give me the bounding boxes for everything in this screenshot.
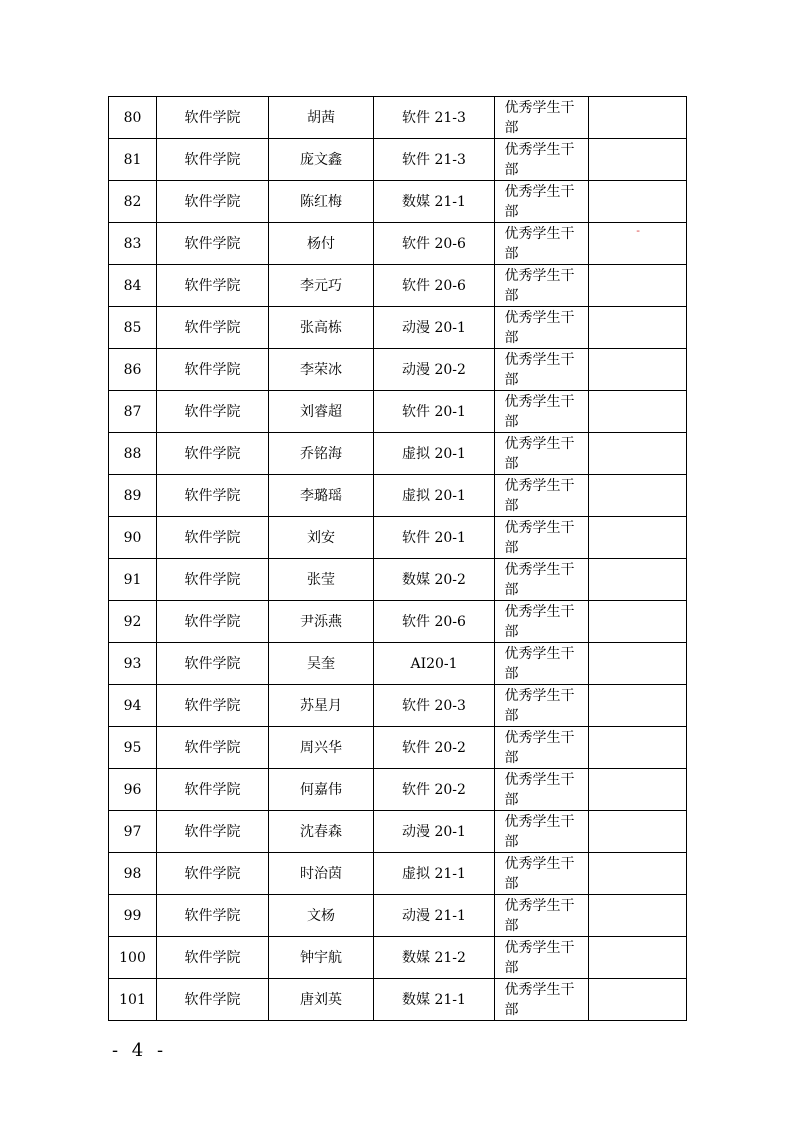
cell-class: 软件 21-3 bbox=[374, 139, 495, 181]
table-row bbox=[109, 853, 687, 895]
cell-student-name: 文杨 bbox=[269, 895, 374, 937]
cell-number: 94 bbox=[109, 685, 157, 727]
cell-class: 软件 20-6 bbox=[374, 223, 495, 265]
cell-number: 90 bbox=[109, 517, 157, 559]
cell-student-name: 乔铭海 bbox=[269, 433, 374, 475]
cell-class: 动漫 20-1 bbox=[374, 811, 495, 853]
cell-college: 软件学院 bbox=[157, 643, 269, 685]
cell-remark bbox=[589, 769, 687, 811]
award-text: 优秀学生干部 bbox=[504, 99, 575, 136]
cell-student-name: 刘安 bbox=[269, 517, 374, 559]
table-row bbox=[109, 181, 687, 223]
cell-number: 99 bbox=[109, 895, 157, 937]
cell-number: 97 bbox=[109, 811, 157, 853]
cell-number: 86 bbox=[109, 349, 157, 391]
cell-remark bbox=[589, 391, 687, 433]
cell-class: 虚拟 21-1 bbox=[374, 853, 495, 895]
cell-student-name: 杨付 bbox=[269, 223, 374, 265]
award-text: 优秀学生干部 bbox=[504, 687, 575, 724]
award-text: 优秀学生干部 bbox=[504, 603, 575, 640]
table-row bbox=[109, 643, 687, 685]
cell-college: 软件学院 bbox=[157, 979, 269, 1021]
cell-number: 95 bbox=[109, 727, 157, 769]
table-row bbox=[109, 349, 687, 391]
award-text: 优秀学生干部 bbox=[504, 561, 575, 598]
award-text: 优秀学生干部 bbox=[504, 645, 575, 682]
table-row bbox=[109, 895, 687, 937]
cell-class: 软件 20-1 bbox=[374, 517, 495, 559]
cell-award bbox=[495, 181, 589, 223]
cell-class: 动漫 21-1 bbox=[374, 895, 495, 937]
cell-class: 数媒 21-1 bbox=[374, 979, 495, 1021]
cell-remark bbox=[589, 559, 687, 601]
cell-class: 软件 20-2 bbox=[374, 769, 495, 811]
cell-college: 软件学院 bbox=[157, 475, 269, 517]
cell-student-name: 唐刘英 bbox=[269, 979, 374, 1021]
cell-student-name: 尹泺燕 bbox=[269, 601, 374, 643]
cell-remark bbox=[589, 223, 687, 265]
cell-student-name: 时治茵 bbox=[269, 853, 374, 895]
cell-class: 软件 20-6 bbox=[374, 601, 495, 643]
cell-class: 软件 20-6 bbox=[374, 265, 495, 307]
cell-award bbox=[495, 223, 589, 265]
cell-college: 软件学院 bbox=[157, 727, 269, 769]
cell-class: 动漫 20-1 bbox=[374, 307, 495, 349]
cell-award bbox=[495, 937, 589, 979]
cell-college: 软件学院 bbox=[157, 853, 269, 895]
cell-remark bbox=[589, 601, 687, 643]
cell-remark bbox=[589, 895, 687, 937]
cell-class: 软件 20-1 bbox=[374, 391, 495, 433]
cell-student-name: 张高栋 bbox=[269, 307, 374, 349]
cell-remark bbox=[589, 181, 687, 223]
cell-award bbox=[495, 601, 589, 643]
cell-student-name: 周兴华 bbox=[269, 727, 374, 769]
cell-remark bbox=[589, 643, 687, 685]
table-row bbox=[109, 685, 687, 727]
cell-college: 软件学院 bbox=[157, 97, 269, 139]
cell-college: 软件学院 bbox=[157, 517, 269, 559]
table-row bbox=[109, 307, 687, 349]
cell-award bbox=[495, 727, 589, 769]
table-row bbox=[109, 979, 687, 1021]
cell-college: 软件学院 bbox=[157, 895, 269, 937]
cell-award bbox=[495, 685, 589, 727]
award-list-table bbox=[108, 96, 687, 1021]
cell-class: AI20-1 bbox=[374, 643, 495, 685]
cell-remark bbox=[589, 517, 687, 559]
award-text: 优秀学生干部 bbox=[504, 855, 575, 892]
cell-number: 92 bbox=[109, 601, 157, 643]
cell-college: 软件学院 bbox=[157, 349, 269, 391]
cell-number: 89 bbox=[109, 475, 157, 517]
cell-award bbox=[495, 769, 589, 811]
cell-class: 虚拟 20-1 bbox=[374, 433, 495, 475]
cell-number: 87 bbox=[109, 391, 157, 433]
cell-student-name: 李元巧 bbox=[269, 265, 374, 307]
cell-award bbox=[495, 139, 589, 181]
cell-class: 数媒 21-2 bbox=[374, 937, 495, 979]
award-text: 优秀学生干部 bbox=[504, 309, 575, 346]
cell-remark bbox=[589, 937, 687, 979]
cell-award bbox=[495, 265, 589, 307]
award-text: 优秀学生干部 bbox=[504, 981, 575, 1018]
cell-award bbox=[495, 853, 589, 895]
award-text: 优秀学生干部 bbox=[504, 351, 575, 388]
table-row bbox=[109, 727, 687, 769]
award-text: 优秀学生干部 bbox=[504, 897, 575, 934]
cell-number: 82 bbox=[109, 181, 157, 223]
table-row bbox=[109, 223, 687, 265]
remark-mark: - bbox=[636, 224, 640, 237]
cell-college: 软件学院 bbox=[157, 559, 269, 601]
cell-student-name: 庞文鑫 bbox=[269, 139, 374, 181]
cell-class: 数媒 21-1 bbox=[374, 181, 495, 223]
cell-student-name: 苏星月 bbox=[269, 685, 374, 727]
cell-remark bbox=[589, 853, 687, 895]
cell-college: 软件学院 bbox=[157, 265, 269, 307]
cell-college: 软件学院 bbox=[157, 769, 269, 811]
cell-remark bbox=[589, 811, 687, 853]
award-text: 优秀学生干部 bbox=[504, 813, 575, 850]
award-text: 优秀学生干部 bbox=[504, 939, 575, 976]
cell-class: 软件 20-2 bbox=[374, 727, 495, 769]
cell-student-name: 胡茜 bbox=[269, 97, 374, 139]
cell-remark bbox=[589, 307, 687, 349]
cell-remark bbox=[589, 139, 687, 181]
cell-student-name: 张莹 bbox=[269, 559, 374, 601]
table-row bbox=[109, 559, 687, 601]
cell-award bbox=[495, 97, 589, 139]
cell-student-name: 陈红梅 bbox=[269, 181, 374, 223]
cell-number: 81 bbox=[109, 139, 157, 181]
table-body bbox=[109, 97, 687, 1021]
table-row bbox=[109, 139, 687, 181]
cell-remark bbox=[589, 475, 687, 517]
cell-number: 83 bbox=[109, 223, 157, 265]
cell-class: 软件 21-3 bbox=[374, 97, 495, 139]
cell-college: 软件学院 bbox=[157, 685, 269, 727]
table-row bbox=[109, 475, 687, 517]
award-text: 优秀学生干部 bbox=[504, 141, 575, 178]
cell-award bbox=[495, 559, 589, 601]
cell-number: 91 bbox=[109, 559, 157, 601]
cell-student-name: 何嘉伟 bbox=[269, 769, 374, 811]
cell-award bbox=[495, 643, 589, 685]
award-text: 优秀学生干部 bbox=[504, 393, 575, 430]
cell-college: 软件学院 bbox=[157, 601, 269, 643]
cell-award bbox=[495, 349, 589, 391]
award-text: 优秀学生干部 bbox=[504, 477, 575, 514]
table-row bbox=[109, 391, 687, 433]
cell-number: 80 bbox=[109, 97, 157, 139]
cell-award bbox=[495, 391, 589, 433]
table-row bbox=[109, 433, 687, 475]
page-number: - 4 - bbox=[112, 1040, 168, 1061]
cell-number: 96 bbox=[109, 769, 157, 811]
cell-remark bbox=[589, 433, 687, 475]
award-text: 优秀学生干部 bbox=[504, 435, 575, 472]
cell-number: 98 bbox=[109, 853, 157, 895]
award-text: 优秀学生干部 bbox=[504, 267, 575, 304]
cell-number: 93 bbox=[109, 643, 157, 685]
cell-remark bbox=[589, 727, 687, 769]
cell-award bbox=[495, 475, 589, 517]
cell-remark bbox=[589, 349, 687, 391]
cell-remark bbox=[589, 685, 687, 727]
table-row bbox=[109, 265, 687, 307]
cell-award bbox=[495, 307, 589, 349]
award-text: 优秀学生干部 bbox=[504, 225, 575, 262]
cell-award bbox=[495, 895, 589, 937]
table-row bbox=[109, 937, 687, 979]
cell-remark bbox=[589, 265, 687, 307]
cell-award bbox=[495, 433, 589, 475]
award-text: 优秀学生干部 bbox=[504, 729, 575, 766]
cell-college: 软件学院 bbox=[157, 391, 269, 433]
cell-number: 85 bbox=[109, 307, 157, 349]
award-text: 优秀学生干部 bbox=[504, 183, 575, 220]
cell-class: 数媒 20-2 bbox=[374, 559, 495, 601]
cell-class: 动漫 20-2 bbox=[374, 349, 495, 391]
cell-award bbox=[495, 811, 589, 853]
cell-student-name: 吴奎 bbox=[269, 643, 374, 685]
cell-class: 软件 20-3 bbox=[374, 685, 495, 727]
cell-college: 软件学院 bbox=[157, 181, 269, 223]
award-text: 优秀学生干部 bbox=[504, 519, 575, 556]
cell-student-name: 李璐瑶 bbox=[269, 475, 374, 517]
cell-college: 软件学院 bbox=[157, 433, 269, 475]
table-row bbox=[109, 811, 687, 853]
cell-college: 软件学院 bbox=[157, 139, 269, 181]
cell-college: 软件学院 bbox=[157, 937, 269, 979]
cell-number: 101 bbox=[109, 979, 157, 1021]
cell-college: 软件学院 bbox=[157, 811, 269, 853]
table-row bbox=[109, 97, 687, 139]
cell-remark bbox=[589, 979, 687, 1021]
table-row bbox=[109, 769, 687, 811]
cell-class: 虚拟 20-1 bbox=[374, 475, 495, 517]
cell-student-name: 李荣冰 bbox=[269, 349, 374, 391]
table-row bbox=[109, 517, 687, 559]
cell-number: 88 bbox=[109, 433, 157, 475]
table-row bbox=[109, 601, 687, 643]
award-text: 优秀学生干部 bbox=[504, 771, 575, 808]
cell-student-name: 刘睿超 bbox=[269, 391, 374, 433]
cell-award bbox=[495, 517, 589, 559]
cell-number: 84 bbox=[109, 265, 157, 307]
cell-student-name: 沈春森 bbox=[269, 811, 374, 853]
cell-student-name: 钟宇航 bbox=[269, 937, 374, 979]
cell-remark bbox=[589, 97, 687, 139]
cell-number: 100 bbox=[109, 937, 157, 979]
cell-college: 软件学院 bbox=[157, 307, 269, 349]
cell-award bbox=[495, 979, 589, 1021]
cell-college: 软件学院 bbox=[157, 223, 269, 265]
